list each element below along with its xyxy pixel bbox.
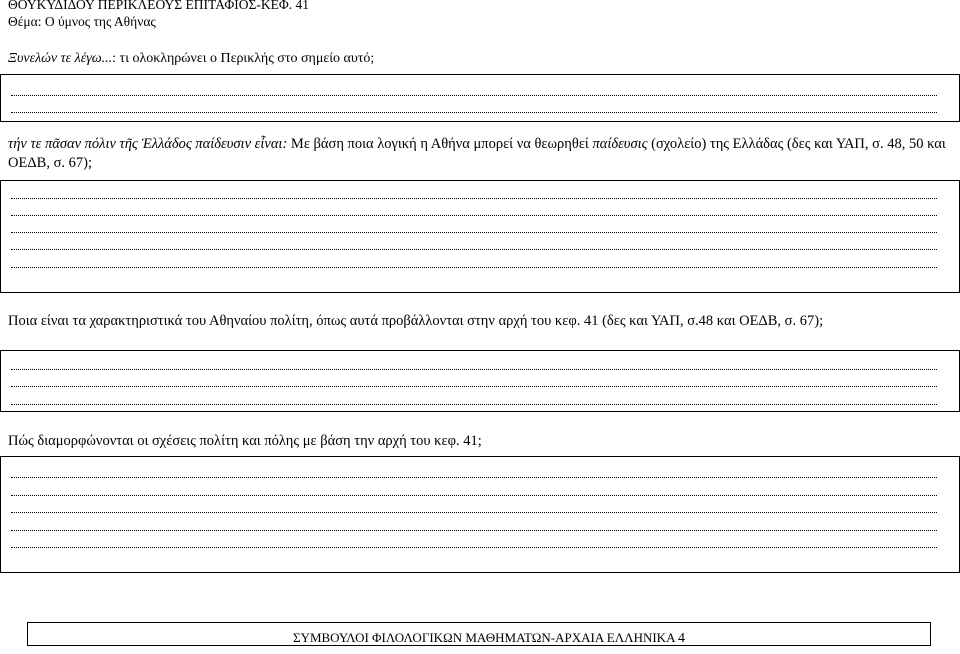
question-1-text-b: (σχολείο) της Ελλάδας (δες και ΥΑΠ, σ. 48, 50 και ΟΕΔΒ, σ. 67); <box>8 136 946 171</box>
answer-box-4[interactable] <box>0 456 960 573</box>
answer-dotted-line <box>11 249 937 250</box>
answer-dotted-line <box>11 369 937 370</box>
prompt-question: : τι ολοκληρώνει ο Περικλής στο σημείο αυτό; <box>112 51 375 66</box>
question-1-text-a: Με βάση ποια λογική η Αθήνα μπορεί να θεωρηθεί <box>287 136 593 152</box>
answer-dotted-line <box>11 267 937 268</box>
answer-dotted-line <box>11 547 937 548</box>
answer-dotted-line <box>11 495 937 496</box>
answer-dotted-line <box>11 477 937 478</box>
answer-dotted-line <box>11 512 937 513</box>
answer-dotted-line <box>11 386 937 387</box>
answer-dotted-line <box>11 95 937 96</box>
document-title: ΘΟΥΚΥΔΙΔΟΥ ΠΕΡΙΚΛΕΟΥΣ ΕΠΙΤΑΦΙΟΣ-ΚΕΦ. 41 <box>8 0 309 12</box>
answer-dotted-line <box>11 530 937 531</box>
page-number: 4 <box>678 631 685 646</box>
answer-box-3[interactable] <box>0 350 960 412</box>
answer-dotted-line <box>11 232 937 233</box>
answer-dotted-line <box>11 112 937 113</box>
page-footer <box>27 622 931 646</box>
prompt-greek-quote: Ξυνελών τε λέγω... <box>8 51 113 66</box>
footer-text: ΣΥΜΒΟΥΛΟΙ ΦΙΛΟΛΟΓΙΚΩΝ ΜΑΘΗΜΑΤΩΝ-ΑΡΧΑΙΑ ΕΛΛΗΝΙΚΑ <box>293 630 678 645</box>
answer-dotted-line <box>11 404 937 405</box>
answer-box-2[interactable] <box>0 180 960 293</box>
prompt-line <box>8 50 374 68</box>
answer-dotted-line <box>11 198 937 199</box>
question-2: Ποια είναι τα χαρακτηριστικά του Αθηναίου πολίτη, όπως αυτά προβάλλονται στην αρχή του κεφ. 41 (δες και ΥΑΠ, σ.48 και ΟΕΔΒ, σ. 67); <box>8 313 824 329</box>
question-3: Πώς διαμορφώνονται οι σχέσεις πολίτη και πόλης με βάση την αρχή του κεφ. 41; <box>8 433 482 449</box>
document-subtitle: Θέμα: Ο ύμνος της Αθήνας <box>8 14 156 29</box>
question-1-italic-word: παίδευσις <box>592 136 648 152</box>
question-1-greek-quote: τήν τε πᾶσαν πόλιν τῆς Ἑλλάδος παίδευσιν εἶναι: <box>8 136 288 152</box>
answer-box-1[interactable] <box>0 74 960 122</box>
question-1 <box>8 135 952 173</box>
answer-dotted-line <box>11 215 937 216</box>
